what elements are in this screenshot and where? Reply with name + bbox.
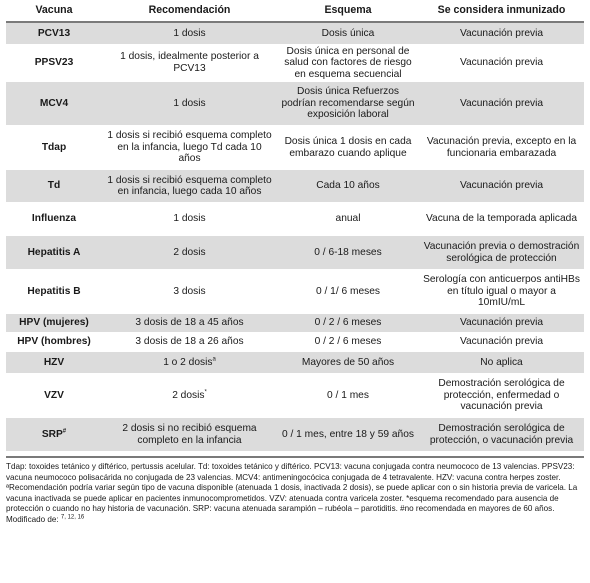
- cell-recomendacion: [102, 374, 277, 418]
- cell-vacuna: [6, 314, 102, 333]
- vacuna-name: HPV (mujeres): [19, 317, 89, 329]
- cell-recomendacion: [102, 314, 277, 333]
- cell-vacuna: [6, 270, 102, 314]
- cell-vacuna: [6, 203, 102, 236]
- recomendacion-footnote-mark: *: [204, 389, 207, 396]
- recomendacion-text: 1 dosis, idealmente posterior a PCV13: [120, 51, 259, 74]
- cell-inmunizado: No aplica: [419, 352, 584, 374]
- cell-vacuna: [6, 418, 102, 452]
- header-vacuna: Vacuna: [6, 0, 102, 22]
- vacuna-name: VZV: [44, 389, 64, 401]
- cell-recomendacion: [102, 203, 277, 236]
- cell-esquema: Dosis única en personal de salud con factores de riesgo en esquema secuencial: [277, 44, 419, 82]
- table-header-row: [6, 0, 584, 22]
- table-row: [6, 352, 584, 374]
- vacuna-name: HPV (hombres): [17, 336, 91, 348]
- table-row: [6, 314, 584, 333]
- cell-vacuna: [6, 126, 102, 170]
- recomendacion-text: 3 dosis de 18 a 26 años: [135, 336, 244, 348]
- recomendacion-text: 1 dosis: [173, 27, 206, 39]
- vacuna-name: Hepatitis A: [27, 246, 81, 258]
- recomendacion-text: 2 dosis: [173, 246, 206, 258]
- table-row: [6, 22, 584, 44]
- cell-inmunizado: Vacunación previa: [419, 314, 584, 333]
- cell-vacuna: [6, 82, 102, 126]
- header-inmunizado: Se considera inmunizado: [419, 0, 584, 22]
- recomendacion-text: 1 dosis si recibió esquema completo en la infancia, luego Td cada 10 años: [107, 130, 272, 165]
- cell-esquema: Dosis única: [277, 22, 419, 44]
- cell-esquema: Mayores de 50 años: [277, 352, 419, 374]
- cell-esquema: 0 / 6-18 meses: [277, 236, 419, 270]
- vacuna-footnote-mark: #: [62, 428, 67, 435]
- cell-inmunizado: Vacunación previa, excepto en la funcionaria embarazada: [419, 126, 584, 170]
- recomendacion-footnote-mark: a: [212, 356, 216, 363]
- cell-esquema: 0 / 2 / 6 meses: [277, 333, 419, 352]
- vacuna-name: Influenza: [31, 213, 77, 225]
- cell-recomendacion: [102, 352, 277, 374]
- cell-recomendacion: [102, 44, 277, 82]
- cell-esquema: 0 / 1 mes: [277, 374, 419, 418]
- table-row: [6, 126, 584, 170]
- vaccine-table: [6, 0, 584, 452]
- cell-esquema: Cada 10 años: [277, 170, 419, 203]
- cell-vacuna: [6, 333, 102, 352]
- table-row: [6, 270, 584, 314]
- cell-esquema: anual: [277, 203, 419, 236]
- cell-inmunizado: Demostración serológica de protección, o vacunación previa: [419, 418, 584, 452]
- cell-inmunizado: Vacunación previa: [419, 333, 584, 352]
- footnote-text: Tdap: toxoides tetánico y diftérico, pertussis acelular. Td: toxoides tetánico y diftérico. PCV13: vacuna conjugada contra neumococo de 13 valencias. PPSV23: vacuna neumococo polisacárida no conjugada de 23 valencias. MCV4: antimeningocócica conjugada de 4 tetravalente. HZV: vacuna contra herpes zoster. ªRecomendación podría variar según tipo de vacuna disponible (atenuada 1 dosis, inactivada 2 dosis), se puede aplicar con o sin historia previa de varicela. La vacuna inactivada se puede aplicar en pacientes inmunocomprometidos. VZV: atenuada contra varicela zoster. *esquema recomendado para ausencia de protección o cuando no hay historia de vacunación. SRP: vacuna atenuada sarampión – rubéola – parotiditis. #no recomendada en mayores de 60 años. Modificado de:: [6, 462, 578, 524]
- recomendacion-text: 2 dosis: [172, 389, 205, 401]
- vacuna-name: SRP: [41, 428, 63, 440]
- cell-recomendacion: [102, 126, 277, 170]
- cell-recomendacion: [102, 170, 277, 203]
- table-row: [6, 170, 584, 203]
- cell-inmunizado: Vacuna de la temporada aplicada: [419, 203, 584, 236]
- cell-vacuna: [6, 22, 102, 44]
- table-body: [6, 22, 584, 452]
- recomendacion-text: 2 dosis si no recibió esquema completo en la infancia: [122, 423, 257, 446]
- table-row: [6, 333, 584, 352]
- recomendacion-text: 1 dosis: [173, 97, 206, 109]
- cell-recomendacion: [102, 82, 277, 126]
- cell-vacuna: [6, 352, 102, 374]
- cell-recomendacion: [102, 333, 277, 352]
- cell-vacuna: [6, 44, 102, 82]
- vacuna-name: HZV: [43, 356, 65, 368]
- recomendacion-text: 1 dosis si recibió esquema completo en infancia, luego cada 10 años: [107, 174, 272, 197]
- vacuna-name: MCV4: [39, 97, 69, 109]
- recomendacion-text: 1 o 2 dosis: [163, 356, 213, 368]
- table-row: [6, 44, 584, 82]
- table-row: [6, 203, 584, 236]
- cell-inmunizado: Vacunación previa: [419, 44, 584, 82]
- cell-esquema: 0 / 1 mes, entre 18 y 59 años: [277, 418, 419, 452]
- table-row: [6, 418, 584, 452]
- vaccine-table-figure: [6, 0, 584, 526]
- vacuna-name: Hepatitis B: [27, 285, 81, 297]
- cell-esquema: 0 / 1/ 6 meses: [277, 270, 419, 314]
- vacuna-name: PPSV23: [34, 57, 74, 68]
- cell-recomendacion: [102, 270, 277, 314]
- cell-inmunizado: Vacunación previa o demostración serológica de protección: [419, 236, 584, 270]
- recomendacion-text: 1 dosis: [173, 213, 206, 225]
- cell-vacuna: [6, 170, 102, 203]
- table-row: [6, 236, 584, 270]
- header-esquema: Esquema: [277, 0, 419, 22]
- cell-esquema: 0 / 2 / 6 meses: [277, 314, 419, 333]
- cell-recomendacion: [102, 236, 277, 270]
- cell-inmunizado: Vacunación previa: [419, 22, 584, 44]
- cell-recomendacion: [102, 22, 277, 44]
- cell-inmunizado: Serología con anticuerpos antiHBs en título igual o mayor a 10mIU/mL: [419, 270, 584, 314]
- table-footnote: [6, 456, 584, 526]
- table-row: [6, 82, 584, 126]
- footnote-refs: 7, 12, 16: [60, 514, 85, 521]
- recomendacion-text: 3 dosis de 18 a 45 años: [135, 317, 244, 329]
- cell-vacuna: [6, 236, 102, 270]
- recomendacion-text: 3 dosis: [173, 285, 206, 297]
- cell-vacuna: [6, 374, 102, 418]
- cell-inmunizado: Vacunación previa: [419, 170, 584, 203]
- cell-inmunizado: Vacunación previa: [419, 82, 584, 126]
- vacuna-name: Tdap: [41, 141, 67, 153]
- vacuna-name: Td: [47, 180, 61, 192]
- cell-recomendacion: [102, 418, 277, 452]
- vacuna-name: PCV13: [37, 27, 71, 39]
- table-row: [6, 374, 584, 418]
- cell-esquema: Dosis única Refuerzos podrían recomendarse según exposición laboral: [277, 82, 419, 126]
- cell-esquema: Dosis única 1 dosis en cada embarazo cuando aplique: [277, 126, 419, 170]
- cell-inmunizado: Demostración serológica de protección, enfermedad o vacunación previa: [419, 374, 584, 418]
- header-recomendacion: Recomendación: [102, 0, 277, 22]
